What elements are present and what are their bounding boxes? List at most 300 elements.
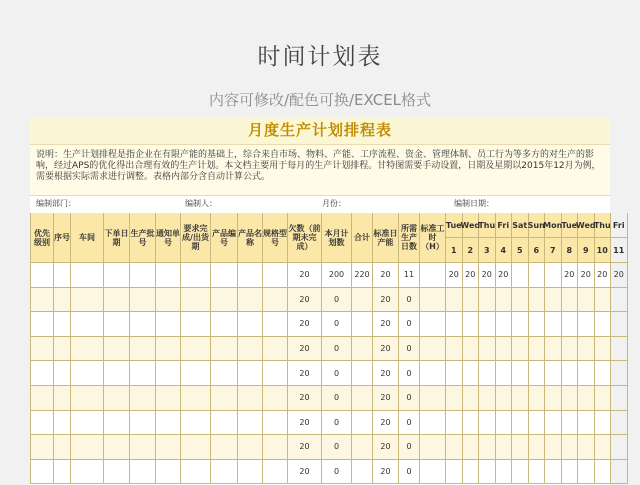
table-cell[interactable]: [211, 386, 238, 411]
gantt-cell[interactable]: [463, 361, 480, 386]
table-cell[interactable]: [238, 288, 263, 313]
weekday-header: Fri: [496, 213, 513, 238]
weekday-header: Thu: [595, 213, 612, 238]
gantt-cell[interactable]: [595, 435, 612, 460]
table-cell[interactable]: [130, 361, 156, 386]
schedule-table: [30, 213, 625, 484]
weekday-header: Wed: [578, 213, 595, 238]
table-cell[interactable]: [263, 411, 288, 436]
table-cell[interactable]: [263, 337, 288, 362]
cell-cap[interactable]: 20: [373, 312, 399, 337]
table-cell[interactable]: [30, 361, 54, 386]
column-header: 生产批号: [130, 213, 156, 263]
table-cell[interactable]: [104, 460, 130, 485]
cell-days[interactable]: 0: [399, 337, 420, 362]
gantt-cell[interactable]: [496, 288, 513, 313]
table-cell[interactable]: [263, 288, 288, 313]
table-cell[interactable]: [211, 263, 238, 288]
gantt-cell[interactable]: [496, 386, 513, 411]
gantt-cell[interactable]: [463, 288, 480, 313]
gantt-cell[interactable]: 20: [446, 263, 463, 288]
table-cell[interactable]: [30, 386, 54, 411]
table-cell[interactable]: [54, 411, 71, 436]
table-cell[interactable]: [238, 411, 263, 436]
cell-owed[interactable]: 20: [288, 386, 322, 411]
column-header: 优先级别: [30, 213, 54, 263]
table-cell[interactable]: [54, 361, 71, 386]
page-title: 时间计划表: [257, 44, 383, 70]
table-cell[interactable]: [30, 411, 54, 436]
cell-total[interactable]: [352, 312, 373, 337]
table-cell[interactable]: [211, 435, 238, 460]
day-number-header: 3: [479, 238, 496, 263]
gantt-cell[interactable]: [496, 361, 513, 386]
gantt-cell[interactable]: [496, 411, 513, 436]
gantt-cell[interactable]: [529, 337, 546, 362]
table-cell[interactable]: [263, 312, 288, 337]
cell-plan[interactable]: 0: [322, 312, 352, 337]
gantt-cell[interactable]: [446, 312, 463, 337]
table-cell[interactable]: [54, 337, 71, 362]
cell-plan[interactable]: 0: [322, 361, 352, 386]
table-cell[interactable]: [181, 361, 211, 386]
table-cell[interactable]: [156, 312, 181, 337]
cell-cap[interactable]: 20: [373, 435, 399, 460]
column-header: 通知单号: [156, 213, 181, 263]
gantt-cell[interactable]: [496, 460, 513, 485]
weekday-header: Mon: [545, 213, 562, 238]
cell-owed[interactable]: 20: [288, 361, 322, 386]
cell-days[interactable]: 0: [399, 312, 420, 337]
cell-days[interactable]: 11: [399, 263, 420, 288]
gantt-cell[interactable]: [611, 386, 628, 411]
table-cell[interactable]: [104, 435, 130, 460]
gantt-cell[interactable]: [463, 411, 480, 436]
table-cell[interactable]: [104, 312, 130, 337]
gantt-cell[interactable]: [578, 386, 595, 411]
table-cell[interactable]: [156, 411, 181, 436]
cell-plan[interactable]: 0: [322, 460, 352, 485]
cell-owed[interactable]: 20: [288, 337, 322, 362]
gantt-cell[interactable]: [512, 460, 529, 485]
gantt-cell[interactable]: [595, 288, 612, 313]
gantt-cell[interactable]: [529, 386, 546, 411]
table-cell[interactable]: [130, 460, 156, 485]
table-cell[interactable]: [71, 460, 104, 485]
meta-date: 编制日期：: [454, 199, 494, 208]
table-row[interactable]: [30, 263, 624, 288]
gantt-cell[interactable]: [512, 337, 529, 362]
column-header: 标准日产能: [373, 213, 399, 263]
gantt-cell[interactable]: [562, 337, 579, 362]
gantt-cell[interactable]: [562, 435, 579, 460]
gantt-cell[interactable]: [545, 263, 562, 288]
gantt-cell[interactable]: [578, 361, 595, 386]
gantt-cell[interactable]: [562, 361, 579, 386]
table-cell[interactable]: [54, 312, 71, 337]
table-cell[interactable]: [71, 312, 104, 337]
cell-owed[interactable]: 20: [288, 460, 322, 485]
cell-total[interactable]: [352, 361, 373, 386]
gantt-cell[interactable]: [562, 288, 579, 313]
table-cell[interactable]: [211, 460, 238, 485]
table-cell[interactable]: [130, 312, 156, 337]
cell-cap[interactable]: 20: [373, 337, 399, 362]
gantt-cell[interactable]: 20: [463, 263, 480, 288]
cell-days[interactable]: 0: [399, 386, 420, 411]
table-cell[interactable]: [54, 386, 71, 411]
gantt-cell[interactable]: [512, 361, 529, 386]
cell-days[interactable]: 0: [399, 460, 420, 485]
table-cell[interactable]: [420, 337, 446, 362]
cell-total[interactable]: [352, 460, 373, 485]
table-cell[interactable]: [104, 263, 130, 288]
table-cell[interactable]: [263, 361, 288, 386]
gantt-cell[interactable]: [562, 411, 579, 436]
gantt-cell[interactable]: [446, 337, 463, 362]
table-cell[interactable]: [156, 337, 181, 362]
table-cell[interactable]: [420, 361, 446, 386]
table-cell[interactable]: [156, 361, 181, 386]
gantt-cell[interactable]: [578, 337, 595, 362]
cell-days[interactable]: 0: [399, 361, 420, 386]
table-cell[interactable]: [263, 386, 288, 411]
column-header: 产品名称: [238, 213, 263, 263]
gantt-cell[interactable]: [446, 411, 463, 436]
table-cell[interactable]: [71, 411, 104, 436]
gantt-cell[interactable]: [529, 411, 546, 436]
gantt-cell[interactable]: [479, 386, 496, 411]
cell-owed[interactable]: 20: [288, 312, 322, 337]
gantt-cell[interactable]: [463, 460, 480, 485]
gantt-cell[interactable]: [479, 435, 496, 460]
table-cell[interactable]: [130, 337, 156, 362]
gantt-cell[interactable]: [446, 460, 463, 485]
table-cell[interactable]: [238, 361, 263, 386]
table-cell[interactable]: [181, 435, 211, 460]
table-cell[interactable]: [104, 361, 130, 386]
gantt-cell[interactable]: [545, 411, 562, 436]
gantt-cell[interactable]: [479, 337, 496, 362]
gantt-cell[interactable]: [595, 312, 612, 337]
gantt-cell[interactable]: [512, 435, 529, 460]
table-cell[interactable]: [238, 263, 263, 288]
meta-month: 月份：: [322, 199, 346, 208]
table-cell[interactable]: [238, 312, 263, 337]
cell-plan[interactable]: 0: [322, 411, 352, 436]
gantt-cell[interactable]: [545, 386, 562, 411]
gantt-cell[interactable]: [529, 361, 546, 386]
gantt-cell[interactable]: [545, 460, 562, 485]
table-cell[interactable]: [130, 263, 156, 288]
table-header: [30, 213, 625, 263]
cell-cap[interactable]: 20: [373, 361, 399, 386]
table-cell[interactable]: [420, 288, 446, 313]
gantt-cell[interactable]: [595, 361, 612, 386]
gantt-cell[interactable]: [611, 435, 628, 460]
table-cell[interactable]: [238, 386, 263, 411]
table-cell[interactable]: [420, 411, 446, 436]
table-cell[interactable]: [181, 411, 211, 436]
cell-cap[interactable]: 20: [373, 460, 399, 485]
day-number-header: 11: [611, 238, 628, 263]
gantt-cell[interactable]: [463, 435, 480, 460]
gantt-cell[interactable]: [611, 312, 628, 337]
gantt-cell[interactable]: [611, 460, 628, 485]
gantt-cell[interactable]: [529, 263, 546, 288]
table-cell[interactable]: [54, 288, 71, 313]
table-cell[interactable]: [104, 411, 130, 436]
cell-total[interactable]: [352, 337, 373, 362]
gantt-cell[interactable]: [562, 460, 579, 485]
column-header: 要求完成/出货期: [181, 213, 211, 263]
table-cell[interactable]: [211, 288, 238, 313]
weekday-header: Tue: [446, 213, 463, 238]
gantt-cell[interactable]: 20: [595, 263, 612, 288]
cell-cap[interactable]: 20: [373, 263, 399, 288]
meta-dept: 编制部门：: [36, 199, 76, 208]
gantt-cell[interactable]: [578, 435, 595, 460]
table-cell[interactable]: [71, 361, 104, 386]
table-cell[interactable]: [181, 288, 211, 313]
table-cell[interactable]: [181, 460, 211, 485]
table-cell[interactable]: [54, 460, 71, 485]
table-cell[interactable]: [181, 263, 211, 288]
gantt-cell[interactable]: 20: [479, 263, 496, 288]
cell-owed[interactable]: 20: [288, 288, 322, 313]
cell-total[interactable]: [352, 288, 373, 313]
day-number-header: 10: [595, 238, 612, 263]
table-cell[interactable]: [30, 288, 54, 313]
table-cell[interactable]: [130, 435, 156, 460]
sheet-description: 说明：生产计划排程是指企业在有限产能的基础上，综合来自市场、物料、产能、工序流程、资金、管理体制、员工行为等多方的对生产的影响，经过APS的优化得出合理有效的生产计划。本文档主要用于每月的生产计划排程。甘特图需要手动设置，日期及星期以2015年12月为例，需要根据实际需求进行调整。表格内部分含自动计算公式。: [30, 144, 610, 196]
meta-row: [30, 196, 610, 207]
table-cell[interactable]: [54, 263, 71, 288]
gantt-cell[interactable]: [562, 386, 579, 411]
table-row[interactable]: [30, 435, 610, 460]
day-number-header: 6: [529, 238, 546, 263]
gantt-cell[interactable]: [578, 460, 595, 485]
table-cell[interactable]: [420, 386, 446, 411]
gantt-cell[interactable]: 20: [496, 263, 513, 288]
table-cell[interactable]: [238, 435, 263, 460]
cell-total[interactable]: [352, 411, 373, 436]
table-cell[interactable]: [156, 288, 181, 313]
column-header: 欠数（前期未完成）: [288, 213, 322, 263]
table-cell[interactable]: [420, 435, 446, 460]
table-cell[interactable]: [263, 460, 288, 485]
cell-days[interactable]: 0: [399, 288, 420, 313]
gantt-cell[interactable]: [512, 263, 529, 288]
gantt-cell[interactable]: [463, 312, 480, 337]
day-number-header: 9: [578, 238, 595, 263]
table-cell[interactable]: [181, 386, 211, 411]
column-header: 合计: [352, 213, 373, 263]
gantt-cell[interactable]: [446, 386, 463, 411]
cell-plan[interactable]: 0: [322, 386, 352, 411]
gantt-cell[interactable]: [611, 411, 628, 436]
table-cell[interactable]: [54, 435, 71, 460]
table-cell[interactable]: [181, 312, 211, 337]
gantt-cell[interactable]: [496, 435, 513, 460]
gantt-cell[interactable]: [529, 435, 546, 460]
cell-total[interactable]: [352, 386, 373, 411]
table-row[interactable]: [30, 312, 610, 337]
table-cell[interactable]: [420, 312, 446, 337]
gantt-cell[interactable]: [446, 288, 463, 313]
table-row[interactable]: [30, 460, 610, 485]
table-cell[interactable]: [130, 411, 156, 436]
page-subtitle: 内容可修改/配色可换/EXCEL格式: [208, 91, 432, 109]
gantt-cell[interactable]: 20: [562, 263, 579, 288]
cell-total[interactable]: 220: [352, 263, 373, 288]
table-cell[interactable]: [30, 460, 54, 485]
table-cell[interactable]: [71, 337, 104, 362]
gantt-cell[interactable]: [529, 312, 546, 337]
table-cell[interactable]: [104, 337, 130, 362]
gantt-cell[interactable]: [545, 435, 562, 460]
cell-total[interactable]: [352, 435, 373, 460]
table-cell[interactable]: [211, 337, 238, 362]
column-header: 规格型号: [263, 213, 288, 263]
column-header: 下单日期: [104, 213, 130, 263]
cell-owed[interactable]: 20: [288, 411, 322, 436]
gantt-cell[interactable]: [545, 361, 562, 386]
table-cell[interactable]: [263, 263, 288, 288]
gantt-cell[interactable]: [446, 361, 463, 386]
gantt-cell[interactable]: [479, 361, 496, 386]
cell-plan[interactable]: 200: [322, 263, 352, 288]
gantt-cell[interactable]: [496, 312, 513, 337]
weekday-header: Sun: [529, 213, 546, 238]
table-cell[interactable]: [30, 312, 54, 337]
gantt-cell[interactable]: [562, 312, 579, 337]
table-cell[interactable]: [71, 263, 104, 288]
table-cell[interactable]: [71, 288, 104, 313]
table-row[interactable]: [30, 361, 610, 386]
gantt-cell[interactable]: 20: [578, 263, 595, 288]
gantt-cell[interactable]: [578, 312, 595, 337]
gantt-cell[interactable]: [512, 288, 529, 313]
table-cell[interactable]: [104, 386, 130, 411]
weekday-header: Sat: [512, 213, 529, 238]
gantt-cell[interactable]: [545, 288, 562, 313]
spreadsheet: [30, 117, 625, 485]
table-cell[interactable]: [71, 386, 104, 411]
gantt-cell[interactable]: [512, 386, 529, 411]
table-row[interactable]: [30, 411, 610, 436]
table-cell[interactable]: [156, 263, 181, 288]
cell-plan[interactable]: 0: [322, 288, 352, 313]
cell-plan[interactable]: 0: [322, 435, 352, 460]
cell-cap[interactable]: 20: [373, 386, 399, 411]
table-cell[interactable]: [30, 337, 54, 362]
table-row[interactable]: [30, 288, 610, 313]
gantt-cell[interactable]: 20: [611, 263, 628, 288]
gantt-cell[interactable]: [463, 337, 480, 362]
gantt-cell[interactable]: [595, 460, 612, 485]
cell-plan[interactable]: 0: [322, 337, 352, 362]
table-cell[interactable]: [211, 411, 238, 436]
meta-person: 编制人：: [185, 199, 217, 208]
table-cell[interactable]: [238, 337, 263, 362]
gantt-cell[interactable]: [512, 411, 529, 436]
table-cell[interactable]: [181, 337, 211, 362]
gantt-cell[interactable]: [545, 312, 562, 337]
sheet-title: 月度生产计划排程表: [30, 117, 610, 144]
gantt-cell[interactable]: [595, 337, 612, 362]
day-number-header: 2: [463, 238, 480, 263]
gantt-cell[interactable]: [529, 288, 546, 313]
table-cell[interactable]: [156, 435, 181, 460]
gantt-cell[interactable]: [512, 312, 529, 337]
cell-days[interactable]: 0: [399, 411, 420, 436]
table-cell[interactable]: [211, 312, 238, 337]
gantt-cell[interactable]: [479, 312, 496, 337]
gantt-cell[interactable]: [578, 288, 595, 313]
gantt-cell[interactable]: [595, 411, 612, 436]
day-number-header: 1: [446, 238, 463, 263]
table-cell[interactable]: [156, 386, 181, 411]
day-number-header: 7: [545, 238, 562, 263]
table-cell[interactable]: [263, 435, 288, 460]
weekday-header: Tue: [562, 213, 579, 238]
cell-owed[interactable]: 20: [288, 435, 322, 460]
table-cell[interactable]: [420, 460, 446, 485]
table-cell[interactable]: [30, 263, 54, 288]
gantt-cell[interactable]: [529, 460, 546, 485]
cell-cap[interactable]: 20: [373, 411, 399, 436]
table-row[interactable]: [30, 386, 610, 411]
table-cell[interactable]: [211, 361, 238, 386]
table-cell[interactable]: [238, 460, 263, 485]
gantt-cell[interactable]: [611, 337, 628, 362]
column-header: 标准工时（H）: [420, 213, 446, 263]
gantt-cell[interactable]: [496, 337, 513, 362]
gantt-cell[interactable]: [479, 288, 496, 313]
column-header: 车间: [71, 213, 104, 263]
table-row[interactable]: [30, 337, 610, 362]
gantt-cell[interactable]: [578, 411, 595, 436]
gantt-cell[interactable]: [479, 411, 496, 436]
table-cell[interactable]: [130, 288, 156, 313]
gantt-cell[interactable]: [611, 361, 628, 386]
table-cell[interactable]: [156, 460, 181, 485]
column-header: 本月计划数: [322, 213, 352, 263]
table-cell[interactable]: [130, 386, 156, 411]
table-cell[interactable]: [30, 435, 54, 460]
column-header: 序号: [54, 213, 71, 263]
gantt-cell[interactable]: [595, 386, 612, 411]
weekday-header: Wed: [463, 213, 480, 238]
cell-owed[interactable]: 20: [288, 263, 322, 288]
weekday-header: Fri: [611, 213, 628, 238]
gantt-cell[interactable]: [446, 435, 463, 460]
cell-days[interactable]: 0: [399, 435, 420, 460]
gantt-cell[interactable]: [611, 288, 628, 313]
cell-cap[interactable]: 20: [373, 288, 399, 313]
gantt-cell[interactable]: [463, 386, 480, 411]
table-cell[interactable]: [104, 288, 130, 313]
weekday-header: Thu: [479, 213, 496, 238]
table-cell[interactable]: [420, 263, 446, 288]
gantt-cell[interactable]: [479, 460, 496, 485]
column-header: 所需生产日数: [399, 213, 420, 263]
table-cell[interactable]: [71, 435, 104, 460]
gantt-cell[interactable]: [545, 337, 562, 362]
day-number-header: 5: [512, 238, 529, 263]
day-number-header: 4: [496, 238, 513, 263]
